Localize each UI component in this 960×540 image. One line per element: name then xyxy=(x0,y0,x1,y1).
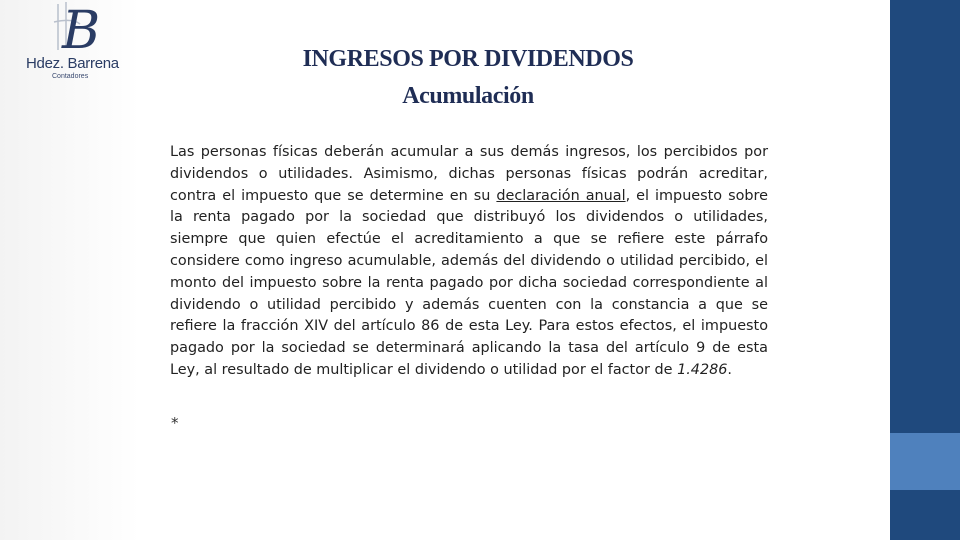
logo-monogram-letter: B xyxy=(62,1,101,60)
footnote-asterisk: * xyxy=(171,414,179,432)
body-paragraph xyxy=(170,142,768,382)
declaracion-anual-link[interactable]: declaración anual xyxy=(496,187,626,204)
paragraph-part-1: Las personas físicas deberán acumular a sus demás ingresos, los percibidos por dividendos o utilidades. Asimismo, dichas personas físicas podrán acreditar, contra el impuesto que se determine en su xyxy=(170,144,768,204)
logo-company-subtitle: Contadores xyxy=(52,73,89,80)
sidebar-bottom-bar xyxy=(890,490,960,540)
factor-value: 1.4286 xyxy=(677,361,728,378)
logo-company-name: Hdez. Barrena xyxy=(26,55,119,72)
logo-monogram-icon xyxy=(18,0,138,60)
sidebar-accent-bar xyxy=(890,433,960,490)
paragraph-part-2: , el impuesto sobre la renta pagado por la sociedad que distribuyó los dividendos o utilidades, siempre que quien efectúe el acreditamiento a que se refiere este párrafo considere como ingreso acumulable, además del dividendo o utilidad percibido, el monto del impuesto sobre la renta pagado por dicha sociedad correspondiente al dividendo o utilidad percibido y además cuenten con la constancia a que se refiere la fracción XIV del artículo 86 de esta Ley. Para estos efectos, el impuesto pagado por la sociedad se determinará aplicando la tasa del artículo 9 de esta Ley, al resultado de multiplicar el dividendo o utilidad por el factor de xyxy=(170,187,769,378)
slide-title: INGRESOS POR DIVIDENDOS xyxy=(302,46,634,72)
sidebar-top-bar xyxy=(890,0,960,433)
slide-subtitle: Acumulación xyxy=(402,83,534,109)
paragraph-end: . xyxy=(727,361,732,378)
company-logo xyxy=(18,0,138,90)
